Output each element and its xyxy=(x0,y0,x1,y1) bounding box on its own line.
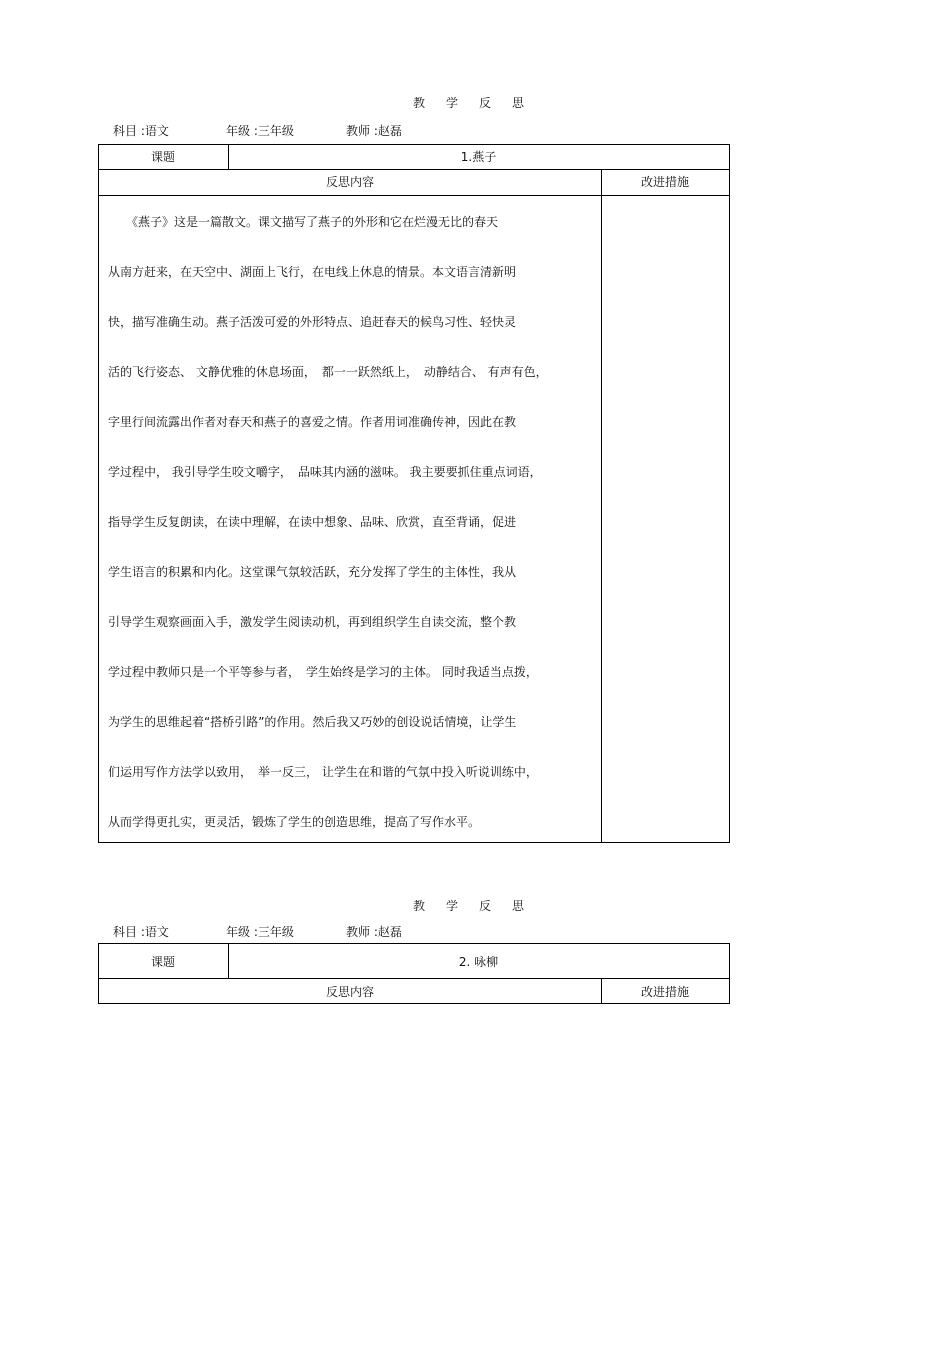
content-line: 引导学生观察画面入手，激发学生阅读动机，再到组织学生自读交流，整个教 xyxy=(108,615,517,629)
content-line: 从南方赶来，在天空中、湖面上飞行，在电线上休息的情景。本文语言清新明 xyxy=(108,265,517,279)
title-char: 教 xyxy=(413,899,426,913)
content-line: 指导学生反复朗读，在读中理解，在读中想象、品味、欣赏，直至背诵，促进 xyxy=(108,515,517,529)
content-line: 学过程中教师只是一个平等参与者， 学生始终是学习的主体。 同时我适当点拨， xyxy=(108,665,538,679)
title-char: 学 xyxy=(446,96,459,110)
topic-value: 1.燕子 xyxy=(460,150,497,164)
content-line: 活的飞行姿态、 文静优雅的休息场面， 都一一跃然纸上， 动静结合、 有声有色， xyxy=(108,365,548,379)
measures-header: 改进措施 xyxy=(640,175,689,189)
content-line: 快，描写准确生动。燕子活泼可爱的外形特点、追赶春天的候鸟习性、轻快灵 xyxy=(108,315,517,329)
title-char: 反 xyxy=(479,96,492,110)
row-divider xyxy=(99,978,729,979)
title-char: 教 xyxy=(413,96,426,110)
grade-label: 年级 :三年级 xyxy=(226,124,294,138)
title-char: 思 xyxy=(512,899,525,913)
row-divider xyxy=(99,195,729,196)
topic-divider xyxy=(228,944,229,978)
measures-header: 改进措施 xyxy=(640,985,689,999)
content-line: 们运用写作方法学以致用， 举一反三， 让学生在和谐的气氛中投入听说训练中， xyxy=(108,765,538,779)
reflection-content xyxy=(108,197,598,847)
content-line: 从而学得更扎实，更灵活，锻炼了学生的创造思维，提高了写作水平。 xyxy=(108,815,481,829)
title-char: 反 xyxy=(479,899,492,913)
content-line: 学生语言的积累和内化。这堂课气氛较活跃，充分发挥了学生的主体性，我从 xyxy=(108,565,517,579)
sheet-title xyxy=(413,94,533,111)
topic-value: 2. 咏柳 xyxy=(458,955,499,969)
content-line: 《燕子》这是一篇散文。课文描写了燕子的外形和它在烂漫无比的春天 xyxy=(108,215,499,229)
topic-label: 课题 xyxy=(150,955,175,969)
subject-label: 科目 :语文 xyxy=(113,925,169,939)
topic-divider xyxy=(228,145,229,169)
teacher-label: 教师 :赵磊 xyxy=(346,925,402,939)
content-header: 反思内容 xyxy=(325,985,374,999)
reflection-table xyxy=(98,943,730,1004)
topic-label: 课题 xyxy=(150,150,175,164)
subject-label: 科目 :语文 xyxy=(113,124,169,138)
content-line: 学过程中， 我引导学生咬文嚼字， 品味其内涵的滋味。 我主要要抓住重点词语， xyxy=(108,465,542,479)
title-char: 学 xyxy=(446,899,459,913)
column-divider xyxy=(601,978,602,1003)
title-char: 思 xyxy=(512,96,525,110)
content-line: 为学生的思维起着“搭桥引路”的作用。然后我又巧妙的创设说话情境，让学生 xyxy=(108,715,517,729)
reflection-table xyxy=(98,144,730,843)
column-divider xyxy=(601,169,602,842)
content-line: 字里行间流露出作者对春天和燕子的喜爱之情。作者用词准确传神，因此在教 xyxy=(108,415,517,429)
grade-label: 年级 :三年级 xyxy=(226,925,294,939)
content-header: 反思内容 xyxy=(325,175,374,189)
sheet-title xyxy=(413,897,533,914)
teacher-label: 教师 :赵磊 xyxy=(346,124,402,138)
row-divider xyxy=(99,169,729,170)
